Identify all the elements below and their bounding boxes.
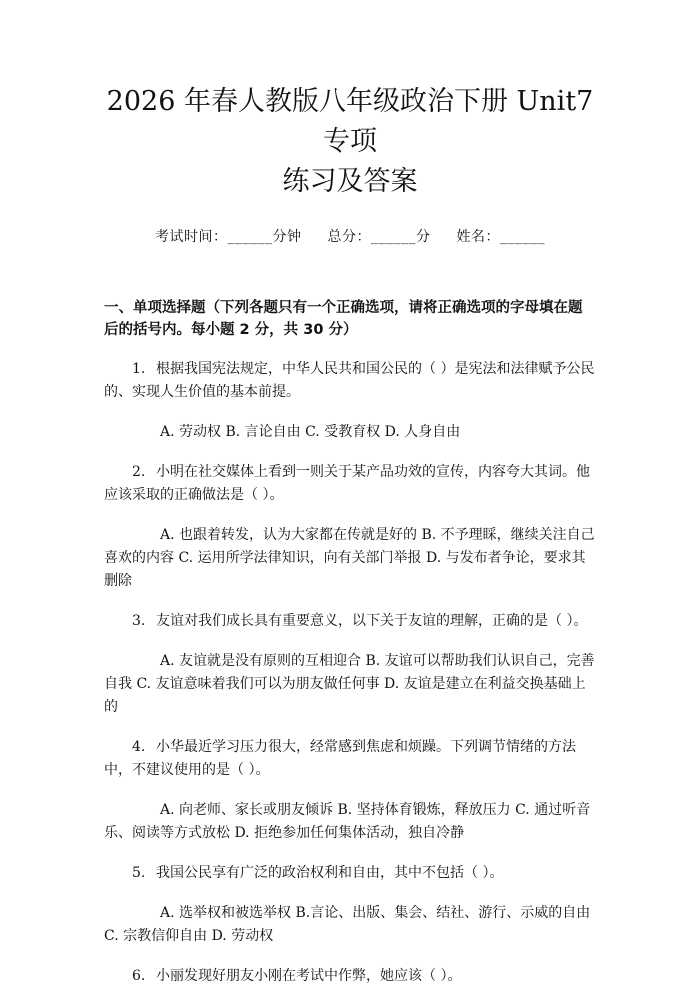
question-4 [104, 736, 596, 782]
title-line-1: 2026 年春人教版八年级政治下册 Unit7 专项 [106, 86, 594, 157]
exam-info [104, 227, 596, 247]
document-title [104, 0, 596, 202]
exam-time-field: 考试时间：______分钟 [155, 229, 302, 245]
question-stem: 小华最近学习压力很大，经常感到焦虑和烦躁。下列调节情绪的方法中，不建议使用的是（ ）。 [104, 739, 576, 778]
question-1 [104, 358, 596, 404]
question-4-options: A. 向老师、家长或朋友倾诉 B. 坚持体育锻炼，释放压力 C. 通过听音乐、阅读等方式放松 D. 拒绝参加任何集体活动，独自冷静 [104, 802, 591, 841]
question-5 [104, 862, 596, 885]
title-line-2: 练习及答案 [282, 166, 418, 197]
question-stem: 小丽发现好朋友小刚在考试中作弊，她应该（ ）。 [156, 968, 462, 984]
section-heading: 一、单项选择题（下列各题只有一个正确选项，请将正确选项的字母填在题后的括号内。每小题 2 分，共 30 分） [104, 300, 583, 338]
question-1-options: A. 劳动权 B. 言论自由 C. 受教育权 D. 人身自由 [160, 424, 461, 440]
question-2-options: A. 也跟着转发，认为大家都在传就是好的 B. 不予理睬，继续关注自己喜欢的内容 C. 运用所学法律知识，向有关部门举报 D. 与发布者争论，要求其删除 [104, 527, 595, 589]
question-number: 5. [132, 865, 146, 881]
question-6 [104, 965, 596, 988]
question-stem: 小明在社交媒体上看到一则关于某产品功效的宣传，内容夸大其词。他应该采取的正确做法是（ ）。 [104, 464, 590, 503]
question-stem: 我国公民享有广泛的政治权利和自由，其中不包括（ ）。 [156, 865, 504, 881]
question-3-options: A. 友谊就是没有原则的互相迎合 B. 友谊可以帮助我们认识自己，完善自我 C. 友谊意味着我们可以为朋友做任何事 D. 友谊是建立在利益交换基础上的 [104, 653, 595, 715]
question-number: 2. [132, 464, 146, 480]
question-number: 1. [132, 361, 146, 377]
question-number: 3. [132, 613, 146, 629]
question-number: 4. [132, 739, 146, 755]
student-name-field: 姓名：______ [456, 229, 545, 245]
question-2 [104, 461, 596, 507]
question-number: 6. [132, 968, 146, 984]
total-score-field: 总分：______分 [327, 229, 431, 245]
question-stem: 友谊对我们成长具有重要意义，以下关于友谊的理解，正确的是（ ）。 [156, 613, 588, 629]
question-5-options: A. 选举权和被选举权 B.言论、出版、集会、结社、游行、示威的自由 C. 宗教信仰自由 D. 劳动权 [104, 905, 591, 944]
question-stem: 根据我国宪法规定，中华人民共和国公民的（ ）是宪法和法律赋予公民的、实现人生价值的基本前提。 [104, 361, 595, 400]
question-3 [104, 610, 596, 633]
